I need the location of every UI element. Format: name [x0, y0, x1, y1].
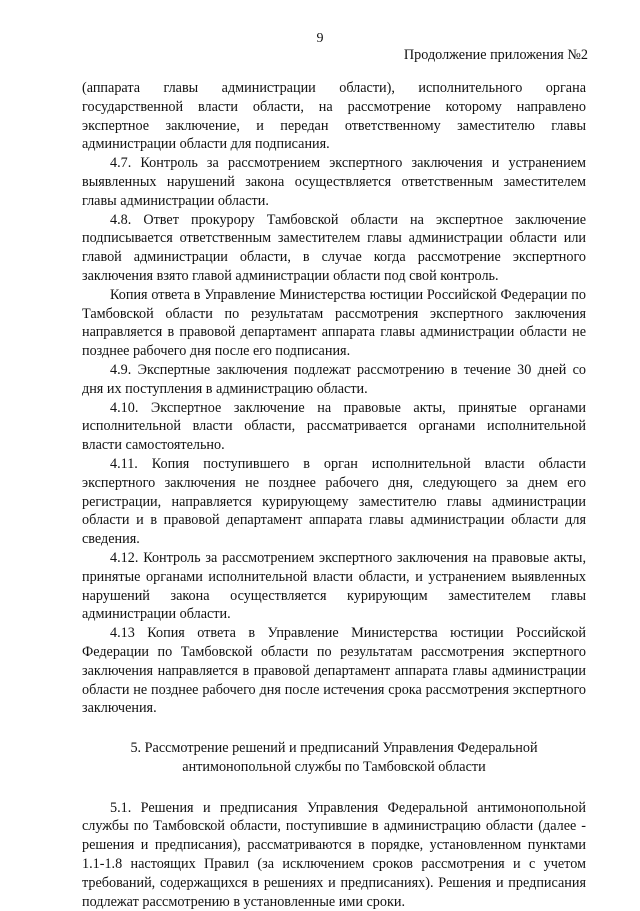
section-5-title: [82, 739, 586, 777]
page-number: 9: [316, 31, 324, 46]
paragraph-4-7: 4.7. Контроль за рассмотрением экспертного заключения и устранением выявленных нарушений закона осуществляется ответственным заместителем главы администрации области.: [82, 155, 586, 209]
paragraph-4-8: 4.8. Ответ прокурору Тамбовской области на экспертное заключение подписывается ответственным заместителем главы администрации области или главой администрации области, в случае когда рассмотрение экспертного заключения взято главой администрации области под свой контроль.: [82, 211, 586, 284]
paragraph-4-11: 4.11. Копия поступившего в орган исполнительной власти области экспертного заключения не позднее рабочего дня, следующего за днем его регистрации, направляется курирующему заместителю главы администрации области и в правовой департамент аппарата главы администрации области для сведения.: [82, 455, 586, 548]
section-title-line-1: 5. Рассмотрение решений и предписаний Управления Федеральной: [130, 740, 538, 757]
paragraph-4-9: 4.9. Экспертные заключения подлежат рассмотрению в течение 30 дней со дня их поступления в администрацию области.: [82, 361, 586, 397]
paragraph-4-10: 4.10. Экспертное заключение на правовые акты, принятые органами исполнительной власти области, рассматривается органами исполнительной власти самостоятельно.: [82, 399, 586, 454]
paragraph-4-8-copy: Копия ответа в Управление Министерства юстиции Российской Федерации по Тамбовской области по результатам рассмотрения экспертного заключения направляется в правовой департамент аппарата главы администрации области не позднее рабочего дня после его подписания.: [82, 286, 586, 360]
paragraph-4-12: 4.12. Контроль за рассмотрением экспертного заключения на правовые акты, принятые органами исполнительной власти области, и устранением выявленных нарушений закона осуществляется курирующим заместителем главы администрации области.: [82, 549, 586, 623]
paragraph-5-1: 5.1. Решения и предписания Управления Федеральной антимонопольной службы по Тамбовской области, поступившие в администрацию области (далее - решения и предписания), рассматриваются в порядке, установленном пунктами 1.1-1.8 настоящих Правил (за исключением сроков рассмотрения и с учетом требований, содержащихся в решениях и предписаниях). Решения и предписания подлежат рассмотрению в установленные ими сроки.: [82, 799, 586, 910]
appendix-continuation-header: Продолжение приложения №2: [403, 47, 588, 63]
paragraph-4-13: 4.13 Копия ответа в Управление Министерства юстиции Российской Федерации по Тамбовской области по результатам рассмотрения экспертного заключения направляется в правовой департамент аппарата главы администрации области не позднее рабочего дня после истечения срока рассмотрения экспертного заключения.: [82, 625, 586, 717]
document-body: [82, 79, 586, 911]
paragraph-continuation: (аппарата главы администрации области), исполнительного органа государственной власти области, на рассмотрение которому направлено экспертное заключение, и передан ответственному заместителю главы администрации области для подписания.: [82, 80, 586, 153]
section-title-line-2: антимонопольной службы по Тамбовской области: [182, 758, 486, 775]
